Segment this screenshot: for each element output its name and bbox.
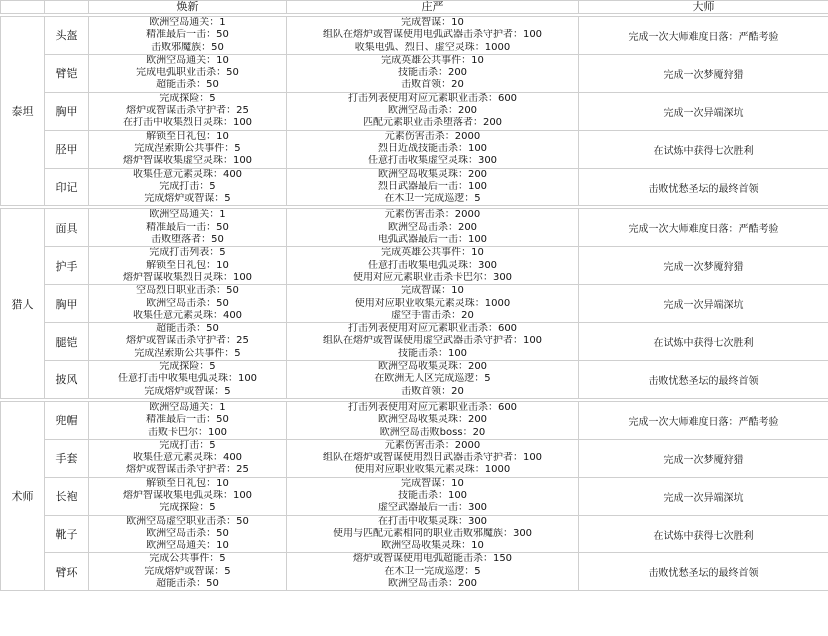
renew-tasks-cell: [89, 247, 287, 285]
task-line: 完成智谋：10: [401, 285, 464, 297]
armor-piece-cell: 靴子: [45, 515, 89, 553]
renew-tasks-cell: [89, 553, 287, 591]
solemn-tasks-cell: [287, 515, 579, 553]
task-line: 欧洲空岛收集灵珠：10: [381, 540, 484, 552]
task-line: 在打击中收集灵珠：300: [377, 515, 488, 527]
task-line: 欧洲空岛收集灵珠：200: [377, 361, 488, 373]
master-task-cell: 完成一次大师难度日落：严酷考验: [579, 401, 828, 439]
table-row: [1, 323, 828, 361]
task-line: 完成探险：5: [159, 502, 216, 514]
task-line: 虚空武器最后一击：300: [377, 502, 488, 514]
task-line: 欧洲空岛收集灵珠：200: [377, 414, 488, 426]
task-line: 在欧洲无人区完成巡逻：5: [374, 373, 491, 385]
renew-tasks-cell: [89, 477, 287, 515]
task-line: 欧洲空岛击杀：50: [146, 297, 229, 309]
task-line: 欧洲空岛通关：1: [149, 401, 226, 413]
task-line: 欧洲空岛击杀：200: [387, 221, 478, 233]
task-line: 打击列表使用对应元素职业击杀：600: [347, 323, 518, 335]
master-task-cell: 击败忧愁圣坛的最终首领: [579, 361, 828, 399]
table-row: [1, 209, 828, 247]
task-line: 技能击杀：200: [397, 67, 468, 79]
task-line: 打击列表使用对应元素职业击杀：600: [347, 92, 518, 104]
task-line: 收集任意元素灵珠：400: [132, 168, 243, 180]
task-line: 精准最后一击：50: [146, 414, 229, 426]
task-line: 完成打击：5: [159, 439, 216, 451]
armor-piece-cell: 臂铠: [45, 54, 89, 92]
armor-piece-cell: 臂环: [45, 553, 89, 591]
armor-piece-cell: 印记: [45, 168, 89, 206]
master-task-cell: 击败忧愁圣坛的最终首领: [579, 168, 828, 206]
task-line: 击败邪魔族：50: [151, 41, 224, 53]
master-task-cell: 完成一次异端深坑: [579, 285, 828, 323]
task-line: 欧洲空岛通关：1: [149, 209, 226, 221]
solemn-tasks-cell: [287, 17, 579, 55]
task-line: 任意打击中收集电弧灵珠：100: [117, 373, 258, 385]
task-line: 烈日武器最后一击：100: [377, 180, 488, 192]
task-line: 在木卫一完成巡逻：5: [384, 565, 481, 577]
task-line: 解锁至日礼包：10: [146, 477, 229, 489]
table-row: [1, 54, 828, 92]
solemn-tasks-cell: [287, 209, 579, 247]
table-row: [1, 361, 828, 399]
task-line: 超能击杀：50: [156, 79, 219, 91]
task-line: 任意打击收集虚空灵珠：300: [367, 155, 498, 167]
renew-tasks-cell: [89, 17, 287, 55]
task-line: 完成打击：5: [159, 180, 216, 192]
solemn-tasks-cell: [287, 54, 579, 92]
task-line: 元素伤害击杀：2000: [384, 209, 481, 221]
task-line: 击败堕落者：50: [151, 234, 224, 246]
task-line: 使用对应职业收集元素灵珠：1000: [354, 297, 511, 309]
renew-tasks-cell: [89, 54, 287, 92]
task-line: 熔炉或智谋使用电弧超能击杀：150: [352, 553, 513, 565]
task-line: 收集任意元素灵珠：400: [132, 309, 243, 321]
task-line: 完成探险：5: [159, 361, 216, 373]
solemn-tasks-cell: [287, 439, 579, 477]
task-line: 组队在熔炉或智谋使用虚空武器击杀守护者：100: [322, 335, 543, 347]
task-line: 欧洲空岛虚空职业击杀：50: [126, 515, 249, 527]
task-line: 使用对应元素职业击杀卡巴尔：300: [352, 271, 513, 283]
class-name-cell: 猎人: [1, 209, 45, 398]
armor-piece-cell: 腿铠: [45, 323, 89, 361]
task-line: 空岛烈日职业击杀：50: [136, 285, 239, 297]
task-line: 精准最后一击：50: [146, 221, 229, 233]
armor-piece-cell: 兜帽: [45, 401, 89, 439]
task-line: 超能击杀：50: [156, 578, 219, 590]
master-task-cell: 在试炼中获得七次胜利: [579, 515, 828, 553]
task-line: 完成电弧职业击杀：50: [136, 67, 239, 79]
task-line: 欧洲空岛击杀：50: [146, 527, 229, 539]
task-line: 收集任意元素灵珠：400: [132, 452, 243, 464]
solemn-tasks-cell: [287, 553, 579, 591]
task-line: 完成打击列表：5: [149, 247, 226, 259]
task-line: 欧洲空岛击杀：200: [387, 105, 478, 117]
renew-tasks-cell: [89, 515, 287, 553]
task-line: 熔炉智谋收集电弧灵珠：100: [122, 489, 253, 501]
renew-tasks-cell: [89, 323, 287, 361]
task-line: 完成英雄公共事件：10: [381, 54, 484, 66]
task-line: 击败首领：20: [401, 79, 464, 91]
task-line: 打击列表使用对应元素职业击杀：600: [347, 401, 518, 413]
class-name-cell: 术师: [1, 401, 45, 590]
table-row: [1, 439, 828, 477]
armor-piece-cell: 披风: [45, 361, 89, 399]
task-line: 元素伤害击杀：2000: [384, 439, 481, 451]
table-row: [1, 285, 828, 323]
armor-piece-cell: 护手: [45, 247, 89, 285]
task-line: 熔炉智谋收集烈日灵珠：100: [122, 271, 253, 283]
task-line: 熔炉智谋收集虚空灵珠：100: [122, 155, 253, 167]
table-row: [1, 130, 828, 168]
table-body: [1, 14, 828, 591]
task-line: 完成熔炉或智谋：5: [144, 193, 231, 205]
armor-piece-cell: 面具: [45, 209, 89, 247]
task-line: 技能击杀：100: [397, 489, 468, 501]
task-line: 技能击杀：100: [397, 347, 468, 359]
task-line: 收集电弧、烈日、虚空灵珠：1000: [354, 41, 511, 53]
armor-piece-cell: 胫甲: [45, 130, 89, 168]
renew-tasks-cell: [89, 92, 287, 130]
task-line: 击败卡巴尔：100: [147, 426, 228, 438]
armor-piece-cell: 胸甲: [45, 285, 89, 323]
task-line: 欧洲空岛通关：10: [146, 540, 229, 552]
renew-tasks-cell: [89, 401, 287, 439]
task-line: 熔炉或智谋击杀守护者：25: [126, 335, 249, 347]
task-line: 精准最后一击：50: [146, 29, 229, 41]
armor-piece-cell: 手套: [45, 439, 89, 477]
task-line: 在木卫一完成巡逻：5: [384, 193, 481, 205]
task-line: 完成熔炉或智谋：5: [144, 565, 231, 577]
task-line: 组队在熔炉或智谋使用烈日武器击杀守护者：100: [322, 452, 543, 464]
renew-tasks-cell: [89, 130, 287, 168]
task-line: 欧洲空岛通关：1: [149, 17, 226, 28]
table-row: [1, 401, 828, 439]
master-task-cell: 在试炼中获得七次胜利: [579, 130, 828, 168]
armor-piece-cell: 胸甲: [45, 92, 89, 130]
task-line: 超能击杀：50: [156, 323, 219, 335]
task-line: 完成公共事件：5: [149, 553, 226, 565]
task-line: 欧洲空岛通关：10: [146, 54, 229, 66]
solemn-tasks-cell: [287, 92, 579, 130]
renew-tasks-cell: [89, 168, 287, 206]
task-line: 在打击中收集烈日灵珠：100: [122, 117, 253, 129]
header-item: [45, 1, 89, 14]
task-line: 元素伤害击杀：2000: [384, 130, 481, 142]
renew-tasks-cell: [89, 361, 287, 399]
master-task-cell: 完成一次异端深坑: [579, 92, 828, 130]
table-row: [1, 92, 828, 130]
table-row: [1, 247, 828, 285]
master-task-cell: 完成一次梦魇狩猎: [579, 54, 828, 92]
header-master: 大师: [579, 1, 828, 14]
task-line: 欧洲空岛击败boss：20: [379, 426, 486, 438]
task-line: 任意打击收集电弧灵珠：300: [367, 259, 498, 271]
task-line: 完成涅索斯公共事件：5: [134, 142, 241, 154]
task-line: 击败首领：20: [401, 385, 464, 397]
armor-piece-cell: 长袍: [45, 477, 89, 515]
renew-tasks-cell: [89, 285, 287, 323]
solemn-tasks-cell: [287, 285, 579, 323]
task-line: 解锁至日礼包：10: [146, 130, 229, 142]
task-line: 欧洲空岛击杀：200: [387, 578, 478, 590]
master-task-cell: 完成一次大师难度日落：严酷考验: [579, 17, 828, 55]
task-line: 完成智谋：10: [401, 477, 464, 489]
master-task-cell: 完成一次梦魇狩猎: [579, 247, 828, 285]
task-line: 虚空手雷击杀：20: [391, 309, 474, 321]
master-task-cell: 击败忧愁圣坛的最终首领: [579, 553, 828, 591]
solemn-tasks-cell: [287, 247, 579, 285]
class-name-cell: 泰坦: [1, 17, 45, 206]
solemn-tasks-cell: [287, 130, 579, 168]
header-renew: 焕新: [89, 1, 287, 14]
master-task-cell: 完成一次梦魇狩猎: [579, 439, 828, 477]
task-line: 组队在熔炉或智谋使用电弧武器击杀守护者：100: [322, 29, 543, 41]
task-line: 完成英雄公共事件：10: [381, 247, 484, 259]
task-line: 完成熔炉或智谋：5: [144, 385, 231, 397]
task-line: 使用对应职业收集元素灵珠：1000: [354, 464, 511, 476]
solemn-tasks-cell: [287, 361, 579, 399]
table-row: [1, 168, 828, 206]
table-row: [1, 515, 828, 553]
table-row: [1, 17, 828, 55]
task-line: 烈日近战技能击杀：100: [377, 142, 488, 154]
solemn-tasks-cell: [287, 477, 579, 515]
table-row: [1, 553, 828, 591]
task-line: 匹配元素职业击杀堕落者：200: [362, 117, 503, 129]
solemn-tasks-cell: [287, 168, 579, 206]
task-line: 欧洲空岛收集灵珠：200: [377, 168, 488, 180]
header-solemn: 庄严: [287, 1, 579, 14]
task-line: 使用与匹配元素相同的职业击败邪魔族：300: [332, 527, 533, 539]
solemn-tasks-cell: [287, 323, 579, 361]
header-class: [1, 1, 45, 14]
master-task-cell: 完成一次异端深坑: [579, 477, 828, 515]
master-task-cell: 完成一次大师难度日落：严酷考验: [579, 209, 828, 247]
task-line: 解锁至日礼包：10: [146, 259, 229, 271]
task-line: 电弧武器最后一击：100: [377, 234, 488, 246]
renew-tasks-cell: [89, 439, 287, 477]
table-row: [1, 477, 828, 515]
renew-tasks-cell: [89, 209, 287, 247]
master-task-cell: 在试炼中获得七次胜利: [579, 323, 828, 361]
solemn-tasks-cell: [287, 401, 579, 439]
armor-piece-cell: 头盔: [45, 17, 89, 55]
task-line: 完成探险：5: [159, 92, 216, 104]
task-line: 熔炉或智谋击杀守护者：25: [126, 105, 249, 117]
header-row: [1, 1, 828, 14]
task-line: 完成智谋：10: [401, 17, 464, 28]
task-line: 完成涅索斯公共事件：5: [134, 347, 241, 359]
task-line: 熔炉或智谋击杀守护者：25: [126, 464, 249, 476]
